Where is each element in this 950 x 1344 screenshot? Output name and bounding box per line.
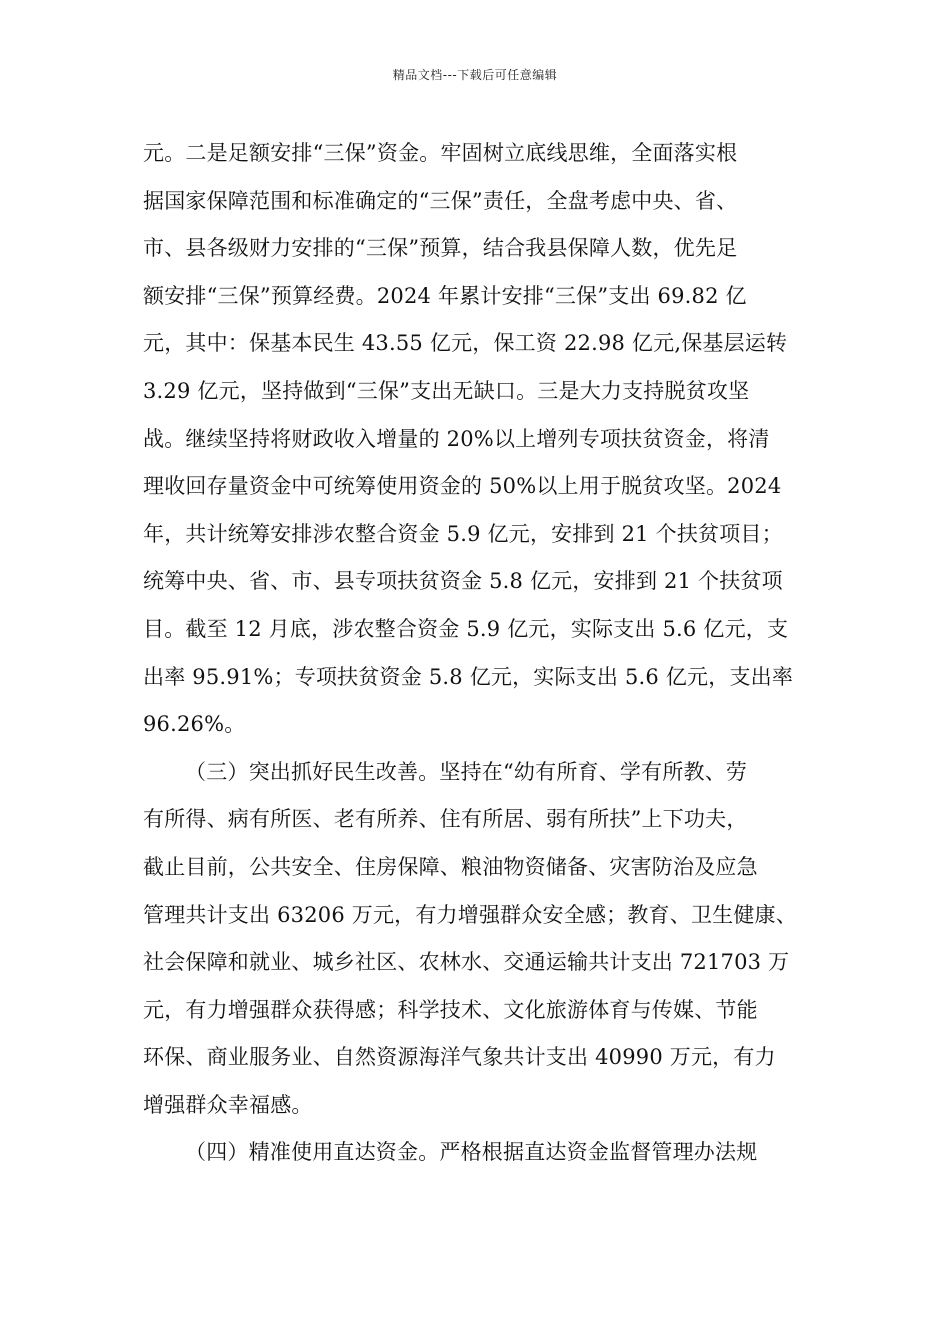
text-line: 元，其中：保基本民生 43.55 亿元，保工资 22.98 亿元,保基层运转 — [143, 331, 788, 356]
text-line: 统筹中央、省、市、县专项扶贫资金 5.8 亿元，安排到 21 个扶贫项 — [143, 569, 783, 594]
text-line: 环保、商业服务业、自然资源海洋气象共计支出 40990 万元，有力 — [143, 1045, 776, 1070]
text-line: 目。截至 12 月底，涉农整合资金 5.9 亿元，实际支出 5.6 亿元，支 — [143, 616, 789, 641]
text-line: 3.29 亿元，坚持做到“三保”支出无缺口。三是大力支持脱贫攻坚 — [143, 378, 750, 403]
text-line: 有所得、病有所医、老有所养、住有所居、弱有所扶”上下功夫， — [143, 807, 748, 832]
text-line: 市、县各级财力安排的“三保”预算，结合我县保障人数，优先足 — [143, 236, 738, 261]
text-line: 社会保障和就业、城乡社区、农林水、交通运输共计支出 721703 万 — [143, 950, 790, 975]
text-line: 理收回存量资金中可统筹使用资金的 50%以上用于脱贫攻坚。2024 — [143, 474, 782, 499]
text-line: 年，共计统筹安排涉农整合资金 5.9 亿元，安排到 21 个扶贫项目； — [143, 521, 783, 546]
page-header: 精品文档---下载后可任意编辑 — [392, 68, 558, 82]
text-line: 战。继续坚持将财政收入增量的 20%以上增列专项扶贫资金，将清 — [143, 426, 770, 451]
paragraph-start-line: （四）精准使用直达资金。严格根据直达资金监督管理办法规 — [185, 1140, 758, 1165]
text-line: 出率 95.91%；专项扶贫资金 5.8 亿元，实际支出 5.6 亿元，支出率 — [143, 664, 794, 689]
text-line: 增强群众幸福感。 — [143, 1092, 313, 1117]
text-line: 据国家保障范围和标准确定的“三保”责任，全盘考虑中央、省、 — [143, 188, 738, 213]
document-body — [143, 130, 815, 1177]
text-line: 96.26%。 — [143, 712, 246, 737]
text-line: 额安排“三保”预算经费。2024 年累计安排“三保”支出 69.82 亿 — [143, 283, 747, 308]
paragraph-start-line: （三）突出抓好民生改善。坚持在“幼有所育、学有所教、劳 — [185, 759, 748, 784]
text-line: 元。二是足额安排“三保”资金。牢固树立底线思维，全面落实根 — [143, 141, 738, 165]
text-line: 元，有力增强群众获得感；科学技术、文化旅游体育与传媒、节能 — [143, 997, 758, 1022]
text-line: 管理共计支出 63206 万元，有力增强群众安全感；教育、卫生健康、 — [143, 902, 797, 927]
text-line: 截止目前，公共安全、住房保障、粮油物资储备、灾害防治及应急 — [143, 854, 758, 879]
